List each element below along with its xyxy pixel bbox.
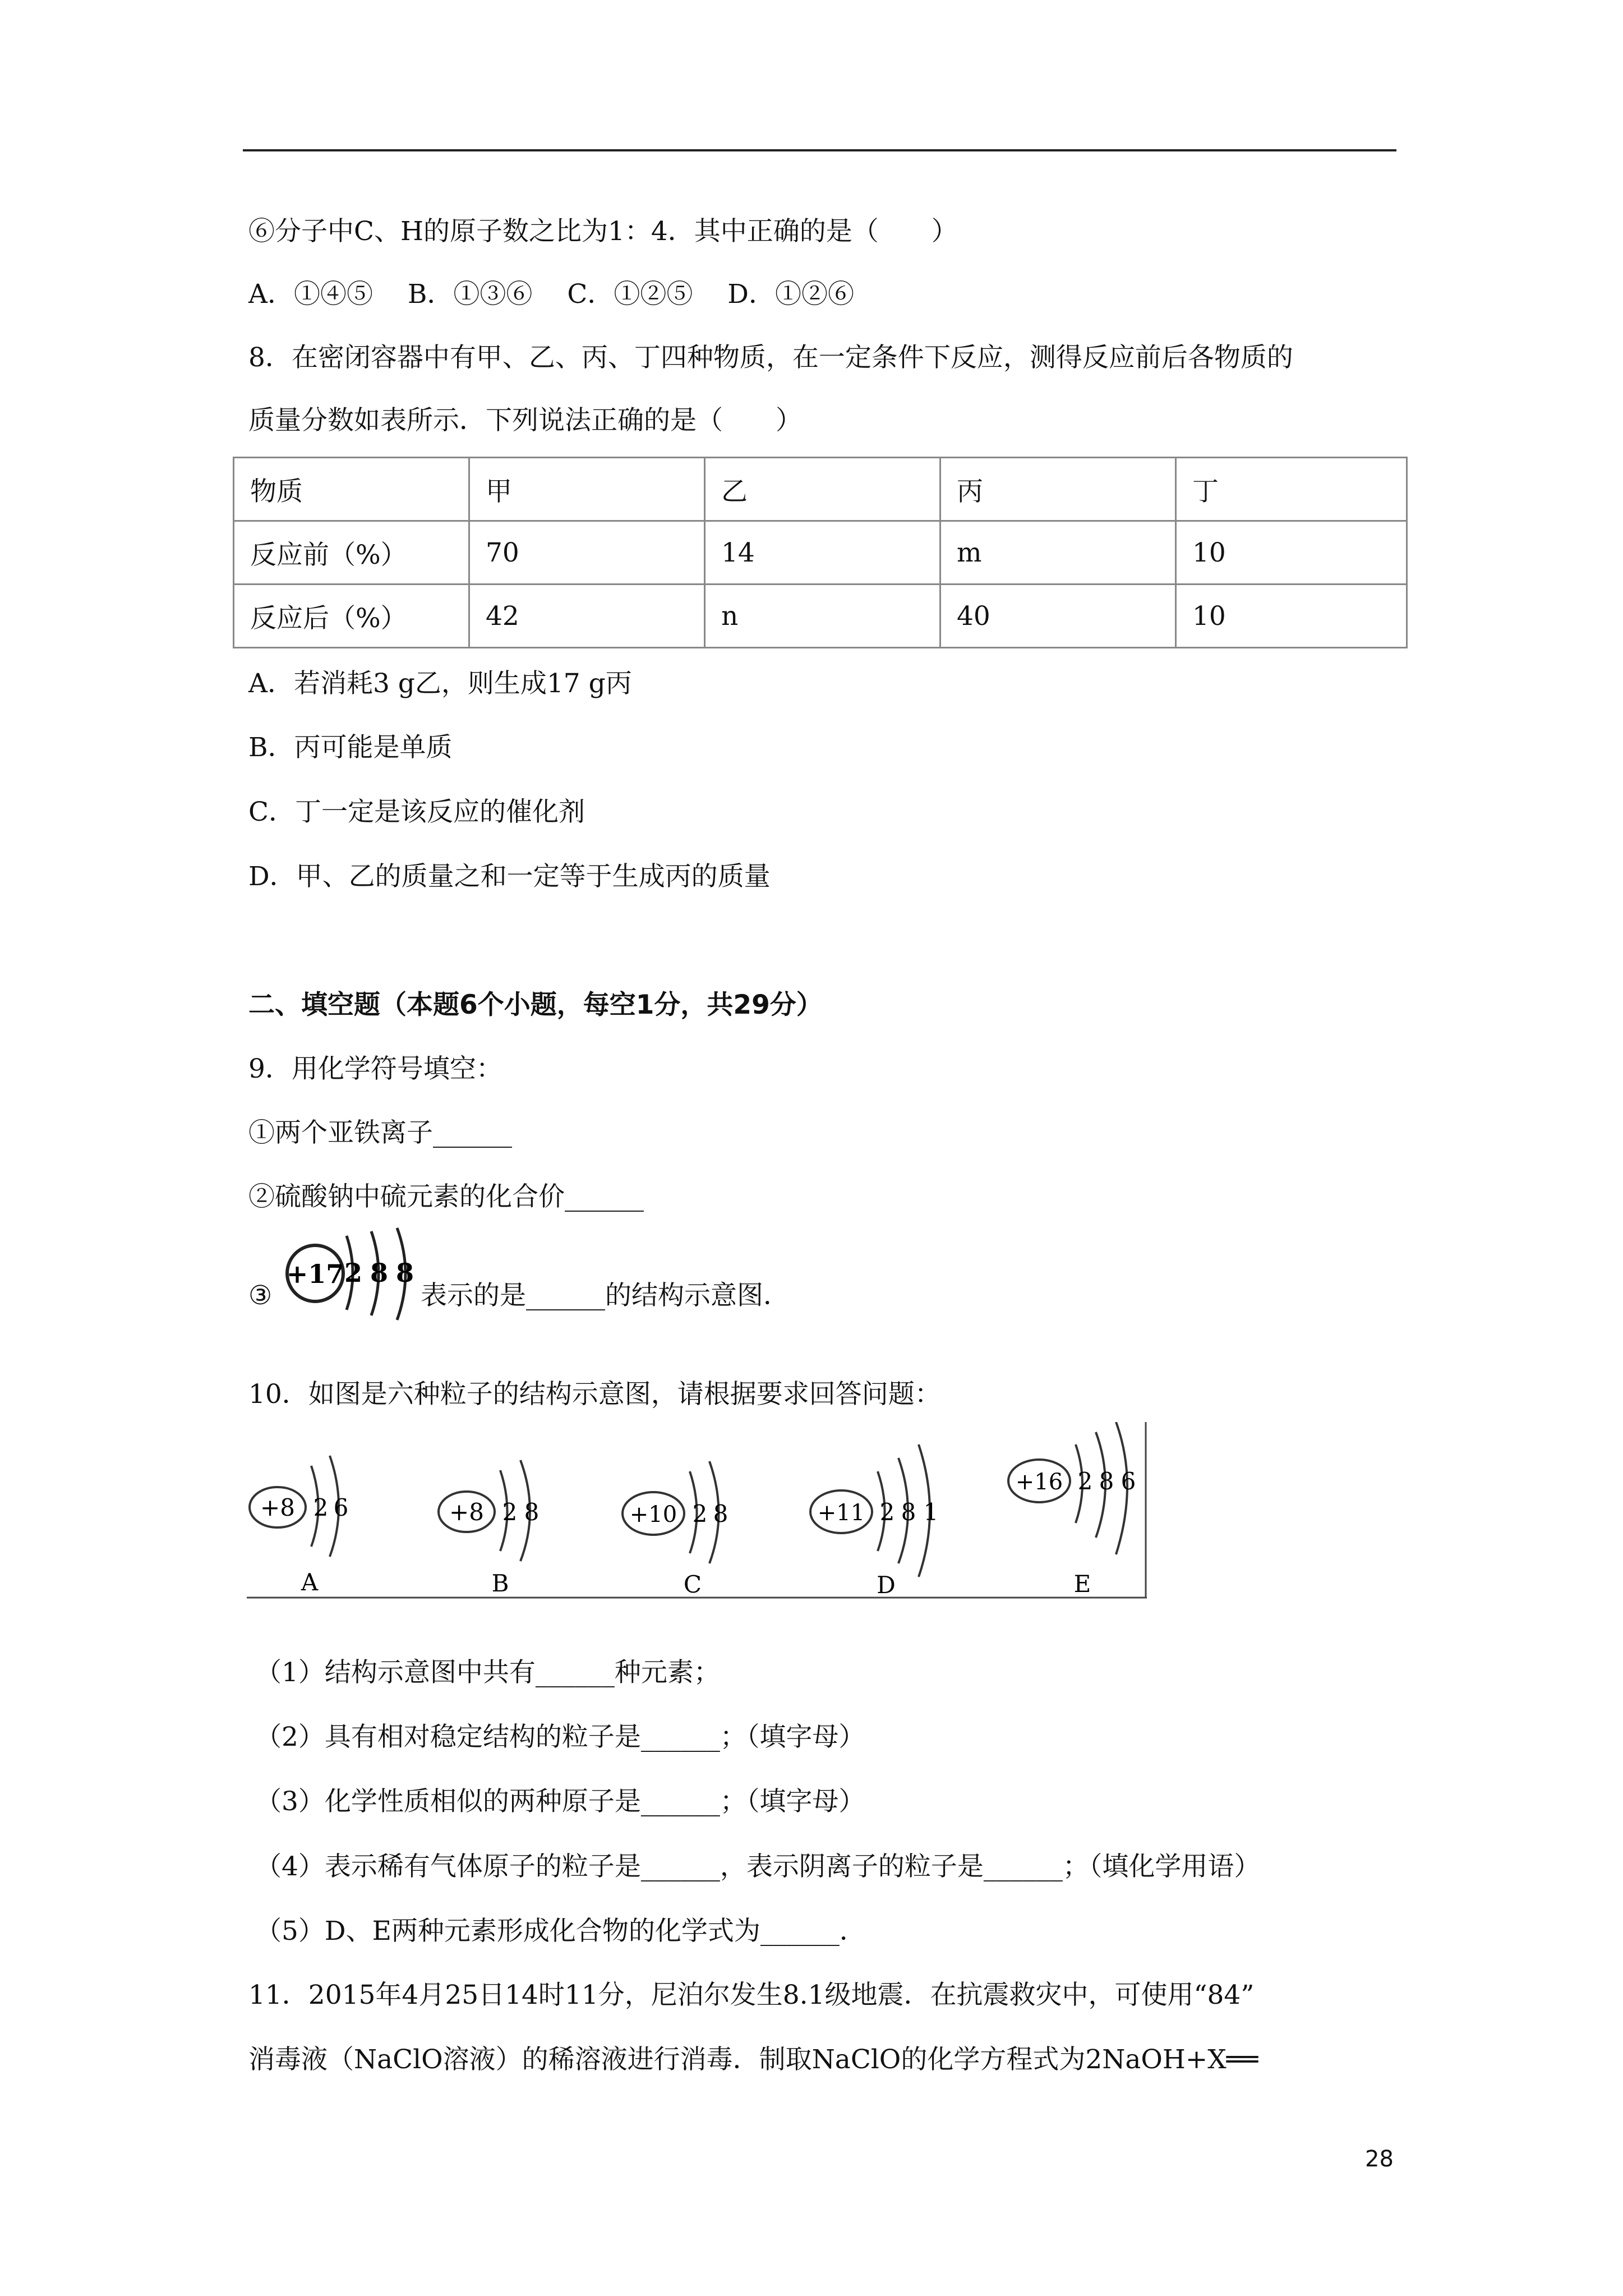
q10-sub-2: （2）具有相对稳定结构的粒子是______；（填字母） — [255, 1722, 865, 1752]
table-cell: 物质 — [234, 458, 469, 521]
q9-item-3-prefix: ③ — [248, 1280, 273, 1311]
svg-text:+16: +16 — [1015, 1469, 1063, 1495]
svg-text:D: D — [877, 1571, 896, 1599]
svg-text:1: 1 — [923, 1498, 939, 1526]
particle-b — [439, 1460, 539, 1597]
section-title: 二、填空题（本题6个小题，每空1分，共29分） — [248, 990, 823, 1020]
svg-text:2: 2 — [1077, 1467, 1093, 1495]
svg-text:8: 8 — [901, 1498, 916, 1526]
svg-text:+8: +8 — [260, 1494, 295, 1521]
q10-sub-5: （5）D、E两种元素形成化合物的化学式为______． — [255, 1916, 866, 1947]
particle-d — [810, 1444, 938, 1599]
page-number: 28 — [1365, 2146, 1394, 2172]
svg-text:2: 2 — [879, 1498, 895, 1526]
table-row — [234, 458, 1407, 521]
mass-fraction-table — [233, 457, 1408, 648]
q8-option-d: D．甲、乙的质量之和一定等于生成丙的质量 — [248, 861, 771, 892]
q11-line-1: 11．2015年4月25日14时11分，尼泊尔发生8.1级地震．在抗震救灾中，可使用“84” — [248, 1980, 1255, 2010]
table-cell: 70 — [469, 521, 705, 585]
particle-structure-figure — [247, 1422, 1150, 1602]
svg-text:8: 8 — [713, 1500, 728, 1527]
table-cell: 丙 — [940, 458, 1176, 521]
table-cell: 42 — [469, 585, 705, 648]
q9-item-2: ②硫酸钠中硫元素的化合价______ — [248, 1181, 644, 1212]
particle-e — [1008, 1422, 1136, 1598]
q9-stem: 9．用化学符号填空： — [248, 1053, 502, 1084]
q9-item-1: ①两个亚铁离子______ — [248, 1117, 512, 1148]
header-rule — [243, 149, 1396, 151]
q7-tail: ⑥分子中C、H的原子数之比为1：4．其中正确的是（ ） — [248, 216, 958, 247]
svg-text:+11: +11 — [817, 1500, 865, 1526]
table-row — [234, 521, 1407, 585]
shell-electron-count: 8 — [395, 1258, 414, 1288]
table-cell: 反应后（%） — [234, 585, 469, 648]
table-cell: 10 — [1176, 585, 1407, 648]
svg-text:A: A — [301, 1568, 319, 1596]
q8-stem-line2: 质量分数如表所示．下列说法正确的是（ ） — [248, 405, 802, 436]
svg-text:C: C — [683, 1571, 702, 1598]
q8-option-c: C．丁一定是该反应的催化剂 — [248, 797, 585, 827]
svg-text:6: 6 — [333, 1494, 349, 1521]
svg-text:2: 2 — [502, 1498, 518, 1526]
q10-stem: 10．如图是六种粒子的结构示意图，请根据要求回答问题： — [248, 1379, 941, 1410]
svg-text:2: 2 — [692, 1500, 708, 1527]
svg-text:E: E — [1073, 1570, 1091, 1598]
q10-sub-3: （3）化学性质相似的两种原子是______；（填字母） — [255, 1786, 865, 1817]
svg-text:8: 8 — [1099, 1467, 1114, 1495]
svg-text:+8: +8 — [449, 1498, 484, 1526]
table-cell: m — [940, 521, 1176, 585]
q10-sub-4: （4）表示稀有气体原子的粒子是______，表示阴离子的粒子是______；（填化学用语） — [255, 1851, 1261, 1882]
nucleus-label: +17 — [286, 1259, 344, 1289]
table-cell: 14 — [705, 521, 940, 585]
table-cell: 反应前（%） — [234, 521, 469, 585]
chlorine-ion-diagram — [275, 1226, 421, 1324]
q8-option-a: A．若消耗3 g乙，则生成17 g丙 — [248, 668, 632, 699]
q9-item-3-text: 表示的是______的结构示意图． — [421, 1280, 790, 1311]
svg-text:+10: +10 — [629, 1502, 677, 1527]
svg-text:2: 2 — [313, 1494, 329, 1521]
shell-electron-count: 2 — [344, 1258, 363, 1288]
table-cell: 10 — [1176, 521, 1407, 585]
q11-line-2: 消毒液（NaClO溶液）的稀溶液进行消毒．制取NaClO的化学方程式为2NaOH+X══ — [248, 2044, 1258, 2075]
q10-sub-1: （1）结构示意图中共有______种元素； — [255, 1657, 720, 1688]
q8-stem-line1: 8．在密闭容器中有甲、乙、丙、丁四种物质，在一定条件下反应，测得反应前后各物质的 — [248, 342, 1293, 373]
q7-options: A．①④⑤ B．①③⑥ C．①②⑤ D．①②⑥ — [248, 279, 854, 310]
table-cell: n — [705, 585, 940, 648]
q8-option-b: B．丙可能是单质 — [248, 732, 453, 763]
particle-a — [250, 1456, 348, 1596]
particle-c — [623, 1461, 728, 1598]
table-cell: 乙 — [705, 458, 940, 521]
svg-text:B: B — [491, 1570, 509, 1597]
svg-text:6: 6 — [1121, 1467, 1136, 1495]
table-cell: 40 — [940, 585, 1176, 648]
table-row — [234, 585, 1407, 648]
table-cell: 丁 — [1176, 458, 1407, 521]
table-cell: 甲 — [469, 458, 705, 521]
shell-electron-count: 8 — [370, 1258, 389, 1288]
svg-text:8: 8 — [524, 1498, 540, 1526]
